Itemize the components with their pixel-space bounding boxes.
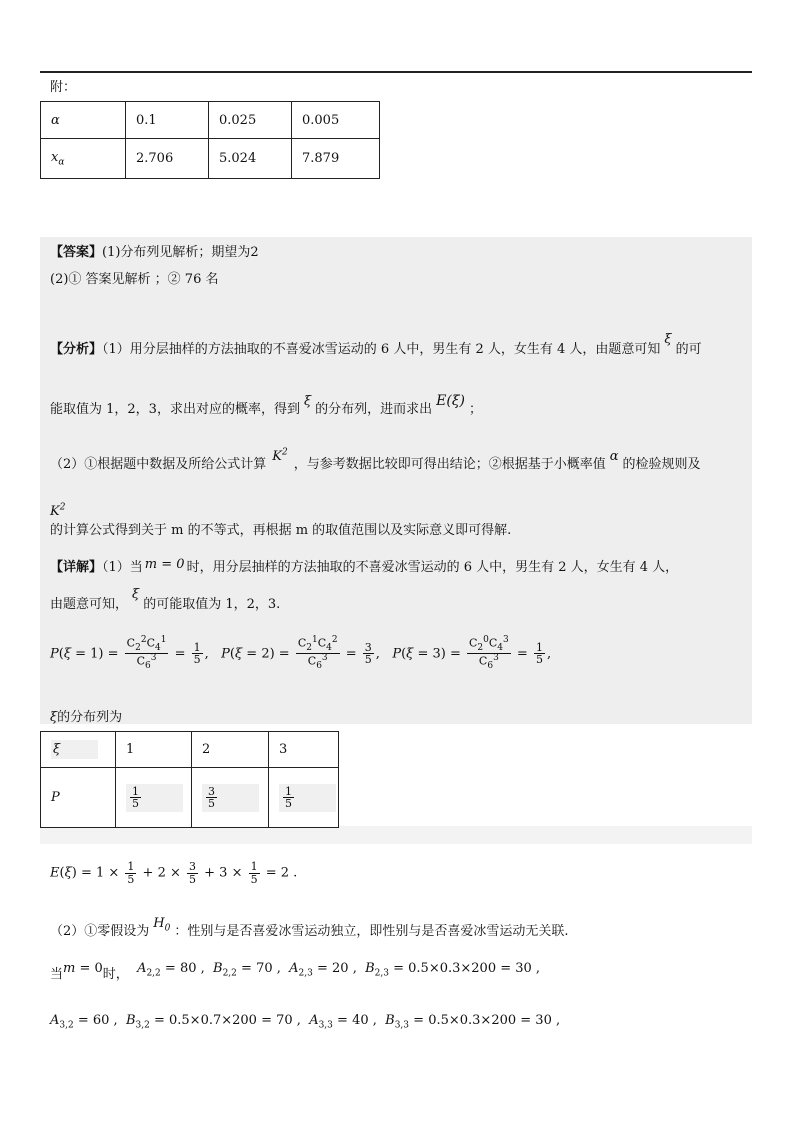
expectation-formula: E(ξ) = 1 × $\frac{1}{5}$ + 2 × $\frac{3}{5}$ + 3 × $\frac{1}{5}$ = 2 . bbox=[50, 860, 298, 886]
xi-symbol: ξ bbox=[664, 332, 672, 347]
x-alpha-value: 5.024 bbox=[209, 139, 292, 179]
probability-cell: $\frac{3}{5}$ bbox=[192, 768, 269, 828]
alpha-header: α bbox=[41, 102, 126, 139]
analysis-k2-symbol: $K^2$ bbox=[50, 503, 66, 520]
solution-shade-tail bbox=[40, 826, 752, 844]
xi-value: 3 bbox=[269, 732, 339, 768]
analysis-tag: 【分析】 bbox=[50, 342, 103, 357]
h0-symbol: $H_0$ bbox=[153, 916, 171, 934]
alpha-value: 0.1 bbox=[126, 102, 209, 139]
counts-line-2: $A_{3,2} = 60$ , $B_{3,2} = 0.5\times 0.7\times 200 = 70$ , $A_{3,3} = 40$ , $B_{3,3} = 0.5\times 0.3\times 200 = 30$ , bbox=[50, 1013, 561, 1031]
analysis-line-4: 的计算公式得到关于 m 的不等式，再根据 m 的取值范围以及实际意义即可得解. bbox=[50, 523, 512, 538]
x-alpha-value: 7.879 bbox=[292, 139, 380, 179]
analysis-line-1: 【分析】（1）用分层抽样的方法抽取的不喜爱冰雪运动的 6 人中，男生有 2 人，女生有 4 人，由题意可知ξ的可 bbox=[50, 332, 702, 357]
critical-value-table bbox=[40, 101, 380, 179]
counts-line-1: 当m = 0时， $A_{2,2} = 80$ , $B_{2,2} = 70$ , $A_{2,3} = 20$ , $B_{2,3} = 0.5\times 0.3\times 200 = 30$ , bbox=[50, 961, 541, 982]
answer-line-2: (2)① 答案见解析 ；② 76 名 bbox=[50, 272, 219, 287]
expectation-symbol: E(ξ) bbox=[436, 393, 465, 409]
probability-cell: $\frac{1}{5}$ bbox=[269, 768, 339, 828]
alpha-value: 0.005 bbox=[292, 102, 380, 139]
answer-line-1: 【答案】(1)分布列见解析；期望为2 bbox=[50, 245, 259, 260]
detail-line-2: 由题意可知，ξ的可能取值为 1，2，3. bbox=[50, 587, 281, 612]
xi-value: 2 bbox=[192, 732, 269, 768]
probability-cell: $\frac{1}{5}$ bbox=[116, 768, 192, 828]
top-rule bbox=[40, 71, 752, 73]
x-alpha-header: $x_\alpha$ bbox=[41, 139, 126, 179]
xi-value: 1 bbox=[116, 732, 192, 768]
detail-tag: 【详解】 bbox=[50, 560, 103, 575]
hypothesis-line: （2）①零假设为$H_0$ ：性别与是否喜爱冰雪运动独立，即性别与是否喜爱冰雪运动无关联. bbox=[50, 916, 569, 939]
xi-header: ξ bbox=[41, 732, 116, 768]
attach-label: 附： bbox=[50, 80, 77, 95]
distribution-table bbox=[40, 731, 339, 828]
probability-formulas: P(ξ = 1) = $\frac{C_2^2C_4^1}{C_6^3}$ = $\frac{1}{5}$ , P(ξ = 2) = $\frac{C_2^1C_4^2}{C_6^3}$ = $\frac{3}{5}$ , P(ξ = 3) = $\frac{C_2^0C_4^3}{C_6^3}$ = $\frac{1}{5}$ , bbox=[50, 635, 552, 672]
alpha-value: 0.025 bbox=[209, 102, 292, 139]
distribution-intro: ξ的分布列为 bbox=[50, 710, 123, 725]
analysis-line-3: （2）①根据题中数据及所给公式计算$K^2$，与参考数据比较即可得出结论；②根据基于小概率值α的检验规则及 bbox=[50, 447, 701, 472]
analysis-line-2: 能取值为 1，2，3，求出对应的概率，得到ξ的分布列，进而求出E(ξ)； bbox=[50, 393, 483, 417]
x-alpha-value: 2.706 bbox=[126, 139, 209, 179]
answer-tag: 【答案】 bbox=[50, 245, 103, 260]
p-header: P bbox=[41, 768, 116, 828]
detail-line-1: 【详解】（1）当 m = 0 时，用分层抽样的方法抽取的不喜爱冰雪运动的 6 人中，男生有 2 人，女生有 4 人， bbox=[50, 557, 679, 575]
